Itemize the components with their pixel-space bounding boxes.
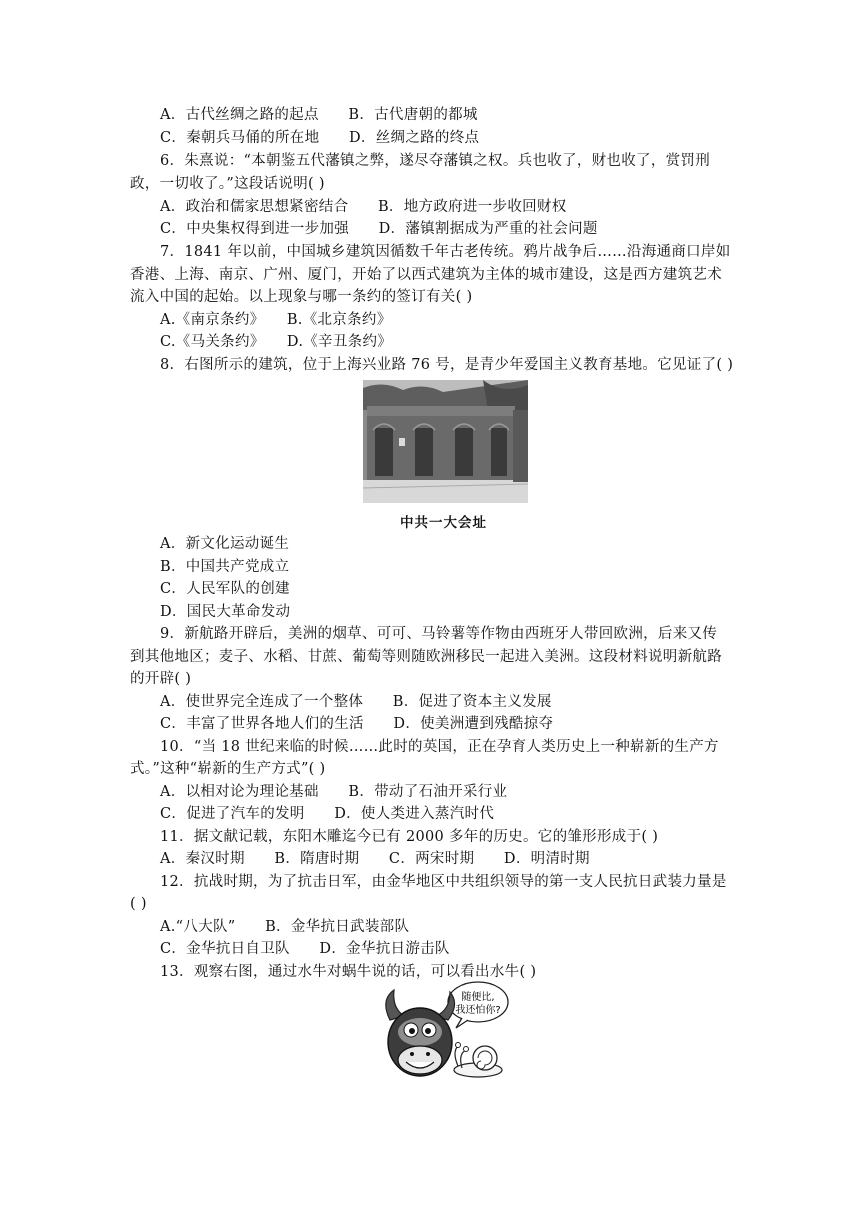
q12-options-row-1: A.“八大队” B．金华抗日武装部队 xyxy=(160,919,410,935)
q8-option-c: C．人民军队的创建 xyxy=(160,581,290,597)
site-building-image xyxy=(363,380,528,503)
q6-stem-line-1: 6．朱熹说：“本朝鉴五代藩镇之弊，遂尽夺藩镇之权。兵也收了，财也收了，赏罚刑 xyxy=(160,153,711,169)
q13-stem: 13．观察右图，通过水牛对蜗牛说的话，可以看出水牛( ) xyxy=(160,964,537,980)
q10-options-row-1: A．以相对论为理论基础 B．带动了石油开采行业 xyxy=(160,784,508,800)
q6-options-row-2: C．中央集权得到进一步加强 D．藩镇割据成为严重的社会问题 xyxy=(160,221,598,237)
q10-stem-line-2: 式。”这种“崭新的生产方式”( ) xyxy=(130,761,326,777)
bubble-line-1: 随便比, xyxy=(461,992,495,1003)
q8-option-d: D．国民大革命发动 xyxy=(160,604,291,620)
q11-options-row: A．秦汉时期 B．隋唐时期 C．两宋时期 D．明清时期 xyxy=(160,851,590,867)
q6-stem-line-2: 政，一切收了。”这段话说明( ) xyxy=(130,176,325,192)
q12-stem-line-2: ( ) xyxy=(130,896,147,912)
q5-options-row-1: A．古代丝绸之路的起点 B．古代唐朝的都城 xyxy=(160,107,478,123)
q6-options-row-1: A．政治和儒家思想紧密结合 B．地方政府进一步收回财权 xyxy=(160,199,567,215)
building-photo xyxy=(363,380,528,503)
q12-options-row-2: C．金华抗日自卫队 D．金华抗日游击队 xyxy=(160,941,450,957)
q7-options-row-2: C.《马关条约》 D.《辛丑条约》 xyxy=(160,334,393,350)
q8-stem: 8．右图所示的建筑，位于上海兴业路 76 号，是青少年爱国主义教育基地。它见证了( ) xyxy=(160,357,734,373)
q7-stem-line-2: 香港、上海、南京、广州、厦门，开始了以西式建筑为主体的城市建设，这是西方建筑艺术 xyxy=(130,267,722,283)
q10-stem-line-1: 10．“当 18 世纪来临的时候……此时的英国，正在孕育人类历史上一种崭新的生产方 xyxy=(160,739,719,755)
q9-stem-line-2: 到其他地区；麦子、水稻、甘蔗、葡萄等则随欧洲移民一起进入美洲。这段材料说明新航路 xyxy=(130,649,722,665)
buffalo-snail-cartoon xyxy=(380,980,510,1090)
q9-options-row-1: A．使世界完全连成了一个整体 B．促进了资本主义发展 xyxy=(160,694,552,710)
q10-options-row-2: C．促进了汽车的发明 D．使人类进入蒸汽时代 xyxy=(160,806,495,822)
q8-option-a: A．新文化运动诞生 xyxy=(160,536,290,552)
photo-caption: 中共一大会址 xyxy=(400,515,487,531)
q5-options-row-2: C．秦朝兵马俑的所在地 D．丝绸之路的终点 xyxy=(160,130,480,146)
q12-stem-line-1: 12．抗战时期，为了抗击日军，由金华地区中共组织领导的第一支人民抗日武装力量是 xyxy=(160,874,727,890)
q9-stem-line-1: 9．新航路开辟后，美洲的烟草、可可、马铃薯等作物由西班牙人带回欧洲，后来又传 xyxy=(160,626,718,642)
bubble-line-2: 我还怕你? xyxy=(455,1005,501,1016)
q9-options-row-2: C．丰富了世界各地人们的生活 D．使美洲遭到残酷掠夺 xyxy=(160,716,554,732)
cartoon-image xyxy=(380,980,510,1090)
q7-stem-line-3: 流入中国的起始。以上现象与哪一条约的签订有关( ) xyxy=(130,289,473,305)
q9-stem-line-3: 的开辟( ) xyxy=(130,671,192,687)
q7-options-row-1: A.《南京条约》 B.《北京条约》 xyxy=(160,312,392,328)
q8-option-b: B．中国共产党成立 xyxy=(160,559,290,575)
q11-stem: 11．据文献记载，东阳木雕迄今已有 2000 多年的历史。它的雏形形成于( ) xyxy=(160,829,659,845)
q7-stem-line-1: 7．1841 年以前，中国城乡建筑因循数千年古老传统。鸦片战争后……沿海通商口岸如 xyxy=(160,244,731,260)
